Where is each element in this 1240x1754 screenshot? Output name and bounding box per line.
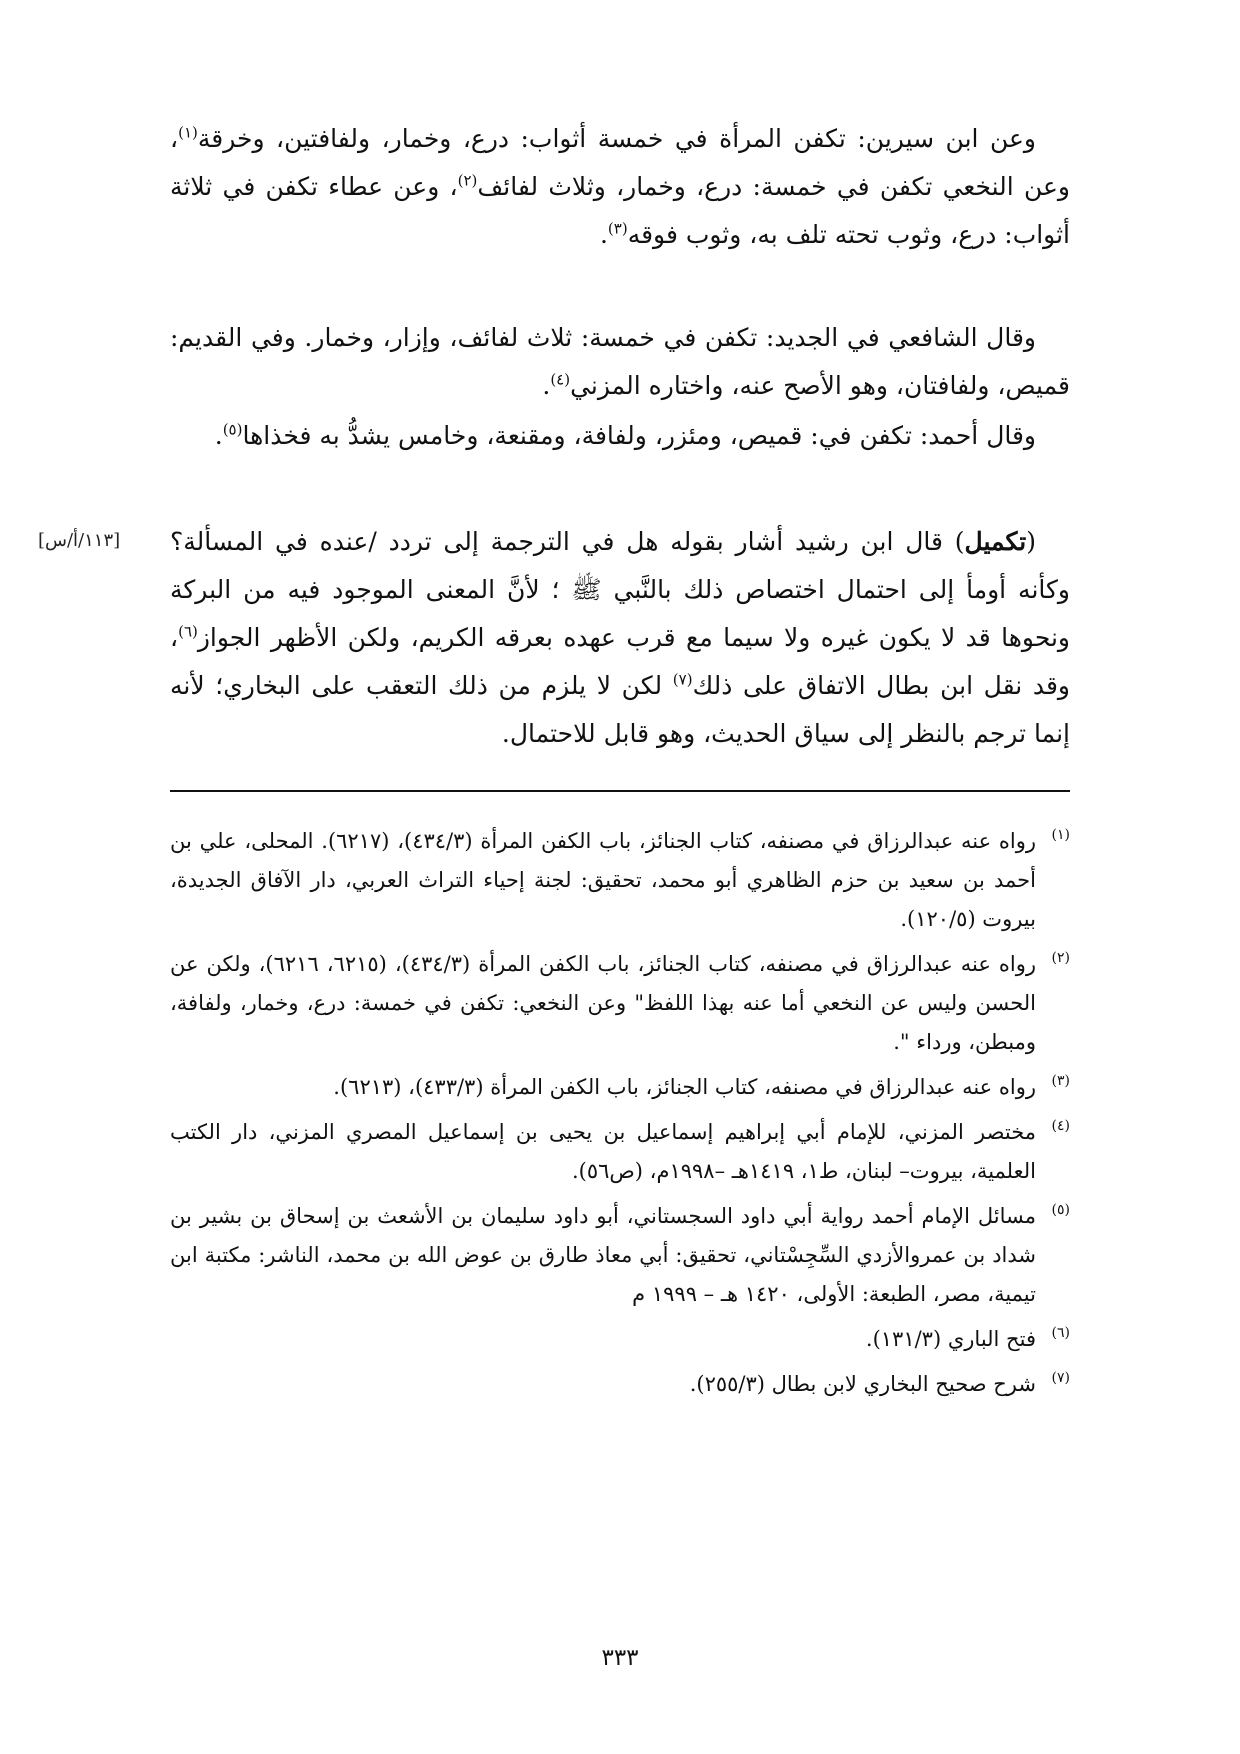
paragraph-text: ( bbox=[1026, 527, 1036, 556]
footnote-number: (٥) bbox=[1051, 1202, 1070, 1218]
paragraph-text: . bbox=[599, 220, 608, 249]
body-paragraph-1 bbox=[170, 115, 1070, 259]
footnote-item bbox=[170, 822, 1070, 939]
paragraph-text: . bbox=[542, 371, 551, 400]
footnote-text: فتح الباري (١٣١/٣). bbox=[865, 1327, 1036, 1351]
footnote-item bbox=[170, 1365, 1070, 1404]
footnote-ref[interactable]: (٦) bbox=[178, 622, 198, 641]
footnote-number: (٦) bbox=[1051, 1325, 1070, 1341]
manuscript-margin-note: [١١٣/أ/س] bbox=[38, 530, 121, 551]
paragraph-text: ) قال ابن رشيد أشار بقوله هل في الترجمة إلى تردد /عنده في المسألة؟ وكأنه أومأ إلى احتمال اختصاص ذلك بالنَّبي ﷺ ؛ لأنَّ المعنى الموجود فيه من البركة ونحوها قد لا يكون غيره ولا سيما مع قرب عهده بعرقه الكريم، ولكن الأظهر الجواز bbox=[170, 527, 1070, 652]
footnote-item bbox=[170, 1320, 1070, 1359]
paragraph-text: ، وعن النخعي تكفن في خمسة: درع، وخمار، وثلاث لفائف bbox=[170, 124, 1070, 201]
footnote-text: رواه عنه عبدالرزاق في مصنفه، كتاب الجنائز، باب الكفن المرأة (٤٣٤/٣)، (٦٢١٥، ٦٢١٦)، ولكن عن الحسن وليس عن النخعي أما عنه بهذا اللفظ" وعن النخعي: تكفن في خمسة: درع، وخمار، ولفافة، ومبطن، ورداء ". bbox=[170, 952, 1037, 1054]
paragraph-text: وعن ابن سيرين: تكفن المرأة في خمسة أثواب: درع، وخمار، ولفافتين، وخرقة bbox=[197, 124, 1036, 153]
footnote-ref[interactable]: (٣) bbox=[607, 219, 628, 238]
footnote-ref[interactable]: (٤) bbox=[550, 370, 571, 389]
page-number: ٣٣٣ bbox=[601, 1645, 639, 1671]
footnote-number: (٤) bbox=[1051, 1118, 1070, 1134]
footnote-text: مختصر المزني، للإمام أبي إبراهيم إسماعيل بن يحيى بن إسماعيل المصري المزني، دار الكتب العلمية، بيروت– لبنان، ط١، ١٤١٩هـ –١٩٩٨م، (ص٥٦). bbox=[170, 1120, 1036, 1183]
footnote-ref[interactable]: (١) bbox=[178, 123, 198, 142]
body-paragraph-2 bbox=[170, 314, 1070, 410]
footnote-text: مسائل الإمام أحمد رواية أبي داود السجستاني، أبو داود سليمان بن الأشعث بن إسحاق بن بشير بن شداد بن عمروالأزدي السِّجِسْتاني، تحقيق: أبي معاذ طارق بن عوض الله بن محمد، الناشر: مكتبة ابن تيمية، مصر، الطبعة: الأولى، ١٤٢٠ هـ – ١٩٩٩ م bbox=[170, 1204, 1036, 1306]
footnote-item bbox=[170, 945, 1070, 1062]
footnote-number: (٧) bbox=[1051, 1370, 1070, 1386]
paragraph-text: لكن لا يلزم من ذلك التعقب على البخاري؛ لأنه إنما ترجم بالنظر إلى سياق الحديث، وهو قابل للاحتمال. bbox=[170, 671, 1070, 748]
footnote-item bbox=[170, 1113, 1070, 1191]
footnote-text: شرح صحيح البخاري لابن بطال (٢٥٥/٣). bbox=[689, 1372, 1036, 1396]
paragraph-text: ، وقد نقل ابن بطال الاتفاق على ذلك bbox=[170, 623, 1070, 700]
section-keyword: تكميل bbox=[964, 527, 1027, 556]
paragraph-text: ، وعن عطاء تكفن في ثلاثة أثواب: درع، وثوب تحته تلف به، وثوب فوقه bbox=[170, 172, 1070, 249]
footnote-item bbox=[170, 1197, 1070, 1314]
body-paragraph-3 bbox=[170, 412, 1070, 460]
footnote-item bbox=[170, 1068, 1070, 1107]
footnote-text: رواه عنه عبدالرزاق في مصنفه، كتاب الجنائز، باب الكفن المرأة (٤٣٣/٣)، (٦٢١٣). bbox=[333, 1075, 1036, 1099]
footnote-number: (٣) bbox=[1051, 1073, 1070, 1089]
footnote-ref[interactable]: (٥) bbox=[222, 420, 243, 439]
paragraph-text: وقال الشافعي في الجديد: تكفن في خمسة: ثلاث لفائف، وإزار، وخمار. وفي القديم: قميص، ولفافتان، وهو الأصح عنه، واختاره المزني bbox=[170, 323, 1070, 400]
footnote-ref[interactable]: (٢) bbox=[457, 171, 478, 190]
footnote-text: رواه عنه عبدالرزاق في مصنفه، كتاب الجنائز، باب الكفن المرأة (٤٣٤/٣)، (٦٢١٧). المحلى، علي بن أحمد بن سعيد بن حزم الظاهري أبو محمد، تحقيق: لجنة إحياء التراث العربي، دار الآفاق الجديدة، بيروت (١٢٠/٥). bbox=[170, 829, 1037, 931]
footnote-number: (٢) bbox=[1051, 950, 1070, 966]
footnote-separator bbox=[170, 790, 1070, 792]
footnote-ref[interactable]: (٧) bbox=[672, 670, 693, 689]
footnote-number: (١) bbox=[1051, 827, 1070, 843]
paragraph-text: وقال أحمد: تكفن في: قميص، ومئزر، ولفافة، ومقنعة، وخامس يشدُّ به فخذاها bbox=[242, 421, 1036, 450]
body-paragraph-4 bbox=[170, 518, 1070, 758]
paragraph-text: . bbox=[214, 421, 223, 450]
footnotes-list bbox=[170, 822, 1070, 1410]
